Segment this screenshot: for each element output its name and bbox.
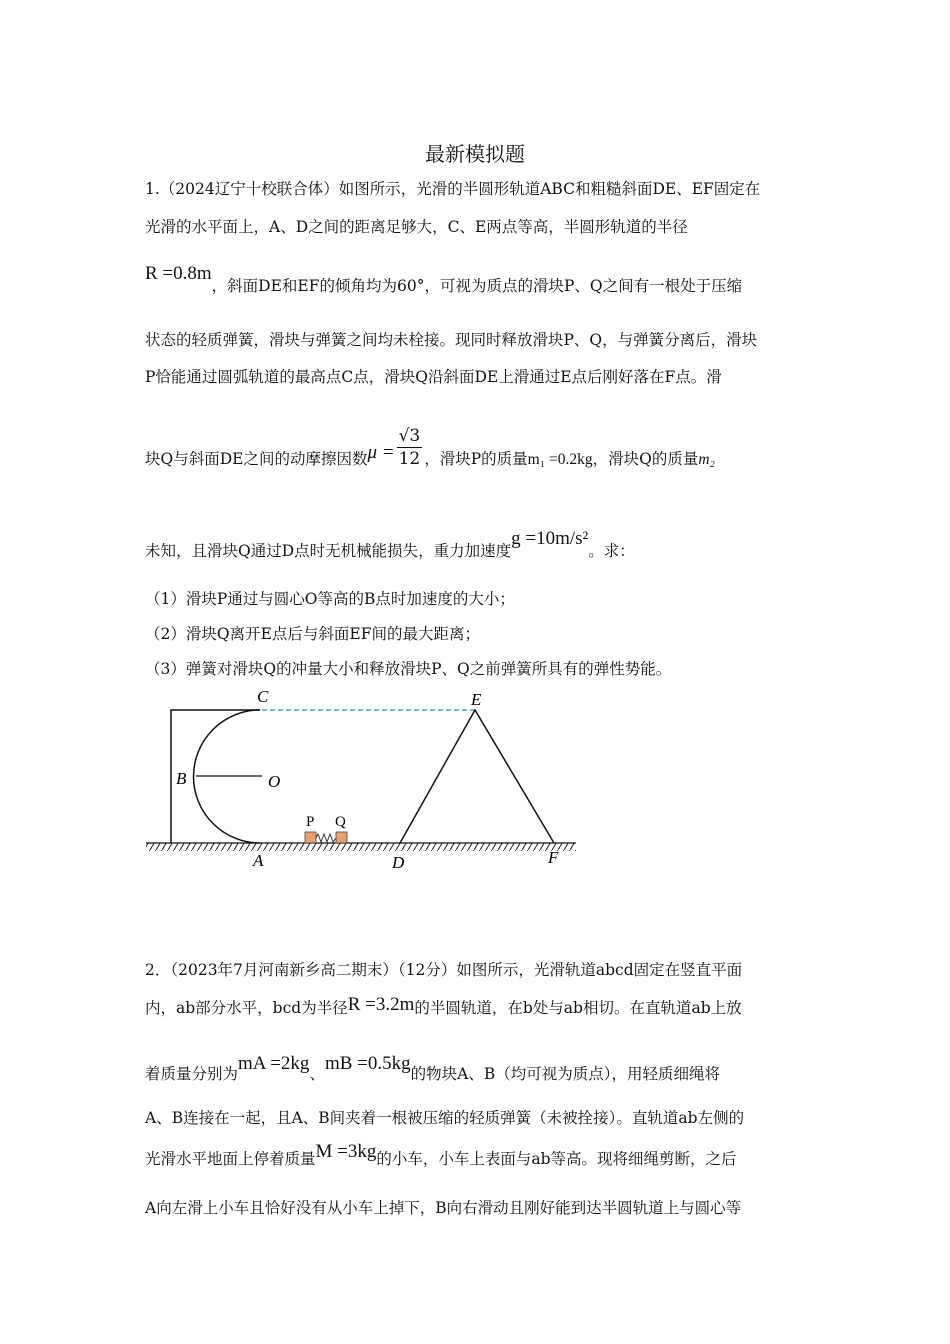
q1-line-6a: 块Q与斜面DE之间的动摩擦因数 [145, 449, 368, 468]
q1-subquestion-2: （2）滑块Q离开E点后与斜面EF间的最大距离； [145, 625, 480, 643]
q1-line-5: P恰能通过圆弧轨道的最高点C点，滑块Q沿斜面DE上滑通过E点后刚好落在F点。滑 [145, 368, 722, 386]
q2-line-5b: 的小车，小车上表面与ab等高。现将细绳剪断，之后 [376, 1150, 737, 1168]
label-b: B [176, 769, 187, 788]
q1-line-4: 状态的轻质弹簧，滑块与弹簧之间均未栓接。现同时释放滑块P、Q，与弹簧分离后，滑块 [145, 331, 758, 349]
q2-line-3 [145, 1052, 810, 1083]
q2-line-3b: 的物块A、B（均可视为质点），用轻质细绳将 [410, 1065, 720, 1083]
q1-line-1: 1.（2024辽宁十校联合体）如图所示，光滑的半圆形轨道ABC和粗糙斜面DE、EF固定在 [145, 180, 761, 198]
q2-separator: 、 [309, 1065, 325, 1083]
block-q [336, 832, 347, 843]
label-d: D [392, 853, 405, 872]
q1-m1-formula: m₁ =0.2kg [527, 450, 593, 468]
q1-figure [0, 680, 950, 900]
q1-line-2: 光滑的水平面上，A、D之间的距离足够大，C、E两点等高，半圆形轨道的半径 [145, 218, 688, 236]
label-f: F [548, 848, 559, 867]
q2-line-3a: 着质量分别为 [145, 1065, 239, 1083]
spring [316, 834, 336, 842]
q1-mu-denominator: 12 [398, 449, 421, 469]
q2-line-2a: 内，ab部分水平，bcd为半径 [145, 999, 348, 1017]
label-c: C [257, 687, 269, 706]
q1-line-7 [145, 527, 810, 560]
q2-ma-formula: mA =2kg [238, 1053, 310, 1074]
label-e: E [471, 690, 482, 709]
page-title: 最新模拟题 [425, 142, 525, 166]
label-a: A [253, 851, 264, 870]
q1-line-3 [145, 262, 810, 295]
q1-line-6c: ，滑块Q的质量 [592, 449, 699, 468]
q1-mu-numerator: √3 [398, 426, 421, 446]
q1-subquestion-3: （3）弹簧对滑块Q的冲量大小和释放滑块P、Q之前弹簧所具有的弹性势能。 [145, 660, 672, 678]
q1-line-7a: 未知，且滑块Q通过D点时无机械能损失，重力加速度 [145, 542, 512, 560]
incline-def [400, 710, 554, 843]
q2-line-4: A、B连接在一起，且A、B间夹着一根被压缩的轻质弹簧（未被拴接）。直轨道ab左侧的 [145, 1109, 745, 1127]
label-o: O [268, 772, 281, 791]
label-q: Q [335, 814, 346, 830]
q1-line-6 [145, 425, 810, 470]
q1-radius-formula: R =0.8m [145, 263, 212, 284]
ground-hatch [146, 843, 576, 851]
block-p [305, 832, 316, 843]
q1-gravity-formula: g =10m/s² [511, 528, 589, 549]
q2-line-2 [145, 993, 810, 1016]
q2-line-5 [145, 1140, 810, 1168]
q2-line-1: 2．（2023年7月河南新乡高二期末）（12分）如图所示，光滑轨道abcd固定在竖直平面 [145, 961, 743, 979]
q2-line-2b: 的半圆轨道，在b处与ab相切。在直轨道ab上放 [414, 999, 742, 1017]
q2-radius-formula: R =3.2m [347, 994, 415, 1015]
q1-line-3-text: ，斜面DE和EF的倾角均为60°，可视为质点的滑块P、Q之间有一根处于压缩 [211, 277, 743, 295]
q2-line-6: A向左滑上小车且恰好没有从小车上掉下，B向右滑动且刚好能到达半圆轨道上与圆心等 [145, 1199, 742, 1217]
q2-mb-formula: mB =0.5kg [324, 1053, 411, 1074]
q1-line-6b: ，滑块P的质量 [424, 449, 528, 468]
q1-mu-symbol: μ = [367, 441, 395, 463]
q1-subquestion-1: （1）滑块P通过与圆心O等高的B点时加速度的大小； [145, 590, 515, 608]
q1-mu-fraction [397, 425, 423, 470]
q2-line-5a: 光滑水平地面上停着质量 [145, 1150, 316, 1168]
q2-car-mass-formula: M =3kg [315, 1141, 377, 1162]
q1-line-7b: 。求： [588, 542, 635, 560]
label-p: P [306, 814, 315, 830]
q1-m2-symbol: m₂ [698, 450, 715, 468]
